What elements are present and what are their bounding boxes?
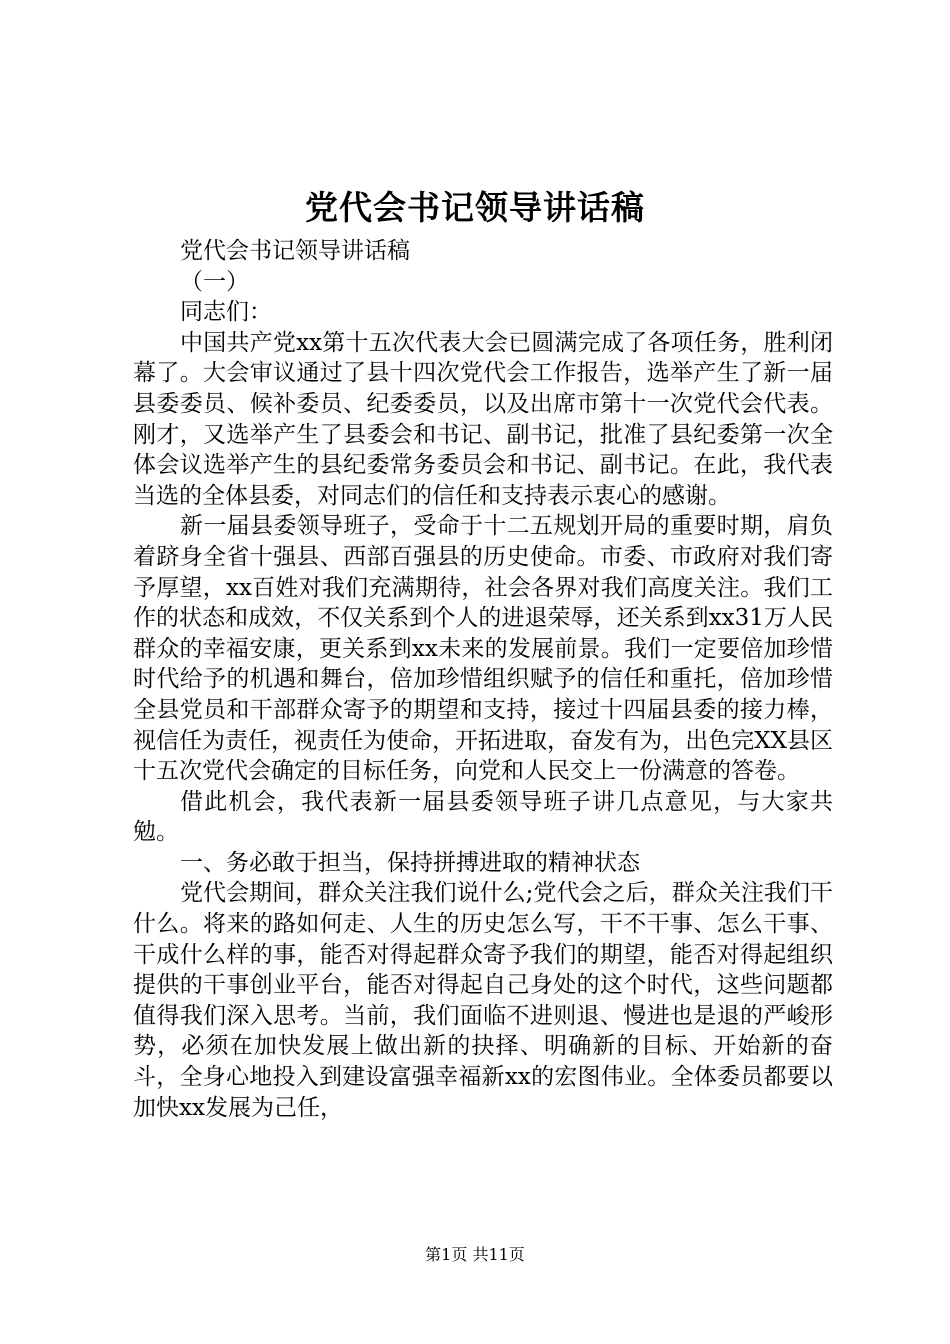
- page-footer: 第1页 共11页: [425, 1245, 525, 1264]
- section-heading: 一、务必敢于担当，保持拼搏进取的精神状态: [180, 849, 640, 876]
- section-number-paragraph: （一）: [180, 268, 249, 295]
- document-body: [133, 236, 833, 1123]
- body-paragraph: 中国共产党xx第十五次代表大会已圆满完成了各项任务，胜利闭幕了。大会审议通过了县十四次党代会工作报告，选举产生了新一届县委委员、候补委员、纪委委员，以及出席市第十一次党代会代表。刚才，又选举产生了县委会和书记、副书记，批准了县纪委第一次全体会议选举产生的县纪委常务委员会和书记、副书记。在此，我代表当选的全体县委，对同志们的信任和支持表示衷心的感谢。: [133, 329, 833, 509]
- body-paragraph: 党代会期间，群众关注我们说什么;党代会之后，群众关注我们干什么。将来的路如何走、人生的历史怎么写，干不干事、怎么干事、干成什么样的事，能否对得起群众寄予我们的期望，能否对得起组织提供的干事创业平台，能否对得起自己身处的这个时代，这些问题都值得我们深入思考。当前，我们面临不进则退、慢进也是退的严峻形势，必须在加快发展上做出新的抉择、明确新的目标、开始新的奋斗，全身心地投入到建设富强幸福新xx的宏图伟业。全体委员都要以加快xx发展为己任，: [133, 880, 833, 1121]
- subtitle-paragraph: 党代会书记领导讲话稿: [180, 238, 410, 264]
- body-paragraph: 借此机会，我代表新一届县委领导班子讲几点意见，与大家共勉。: [133, 788, 833, 846]
- body-paragraph: 新一届县委领导班子，受命于十二五规划开局的重要时期，肩负着跻身全省十强县、西部百强县的历史使命。市委、市政府对我们寄予厚望，xx百姓对我们充满期待，社会各界对我们高度关注。我们工作的状态和成效，不仅关系到个人的进退荣辱，还关系到xx31万人民群众的幸福安康，更关系到xx未来的发展前景。我们一定要倍加珍惜时代给予的机遇和舞台，倍加珍惜组织赋予的信任和重托，倍加珍惜全县党员和干部群众寄予的期望和支持，接过十四届县委的接力棒，视信任为责任，视责任为使命，开拓进取，奋发有为，出色完XX县区十五次党代会确定的目标任务，向党和人民交上一份满意的答卷。: [133, 513, 833, 785]
- salutation-paragraph: 同志们：: [180, 299, 272, 326]
- document-title: 党代会书记领导讲话稿: [305, 188, 645, 227]
